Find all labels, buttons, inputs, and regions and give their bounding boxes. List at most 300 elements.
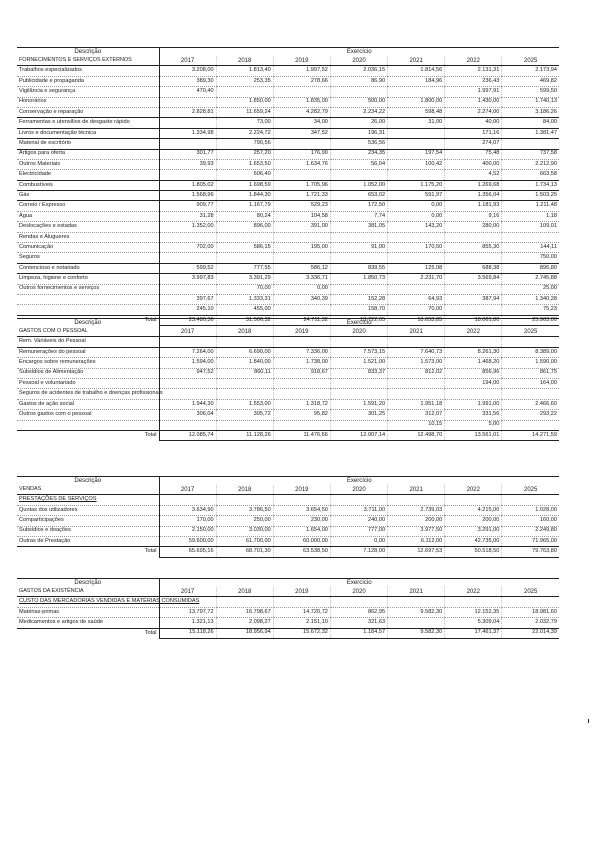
total-label: Total xyxy=(17,315,159,325)
value-cell: 125,08 xyxy=(388,263,445,273)
year-header: 2020 xyxy=(330,587,387,597)
value-cell xyxy=(330,87,387,97)
row-label: Água xyxy=(17,211,159,221)
value-cell: 73,00 xyxy=(216,118,273,128)
value-cell: 1.951,18 xyxy=(388,399,445,409)
table-row xyxy=(17,505,559,515)
row-label: Gastos de ação social xyxy=(17,399,159,409)
table-row xyxy=(17,368,559,378)
value-cell: 26,00 xyxy=(330,118,387,128)
value-cell xyxy=(159,378,216,388)
description-header: Descrição xyxy=(17,579,159,588)
row-label: CUSTO DAS MERCADORIAS VENDIDAS E MATÉRIAS CONSUMIDAS xyxy=(17,597,159,607)
value-cell: 455,00 xyxy=(216,305,273,315)
total-row xyxy=(17,547,559,557)
value-cell: 5.309,04 xyxy=(445,618,502,628)
value-cell: 2.224,72 xyxy=(216,128,273,138)
value-cell xyxy=(502,420,559,430)
table-row xyxy=(17,201,559,211)
value-cell: 158,70 xyxy=(330,305,387,315)
value-cell: 2.234,22 xyxy=(330,107,387,117)
value-cell: 8.261,30 xyxy=(445,347,502,357)
total-value: 14.271,59 xyxy=(502,430,559,440)
value-cell: 1.568,96 xyxy=(159,191,216,201)
value-cell xyxy=(273,305,330,315)
value-cell: 2.828,81 xyxy=(159,107,216,117)
table-row xyxy=(17,294,559,304)
year-header: 2025 xyxy=(502,485,559,495)
value-cell: 586,15 xyxy=(216,243,273,253)
value-cell xyxy=(216,495,273,505)
value-cell xyxy=(159,118,216,128)
value-cell: 1.591,20 xyxy=(330,399,387,409)
value-cell: 777,00 xyxy=(330,526,387,536)
row-label: Rendas e Alugueres xyxy=(17,232,159,242)
value-cell: 3.291,00 xyxy=(445,526,502,536)
value-cell: 184,96 xyxy=(388,76,445,86)
value-cell: 306,04 xyxy=(159,410,216,420)
value-cell: 0,00 xyxy=(388,211,445,221)
value-cell xyxy=(445,284,502,294)
value-cell: 855,30 xyxy=(445,243,502,253)
value-cell: 31,00 xyxy=(388,118,445,128)
value-cell: 331,56 xyxy=(445,410,502,420)
value-cell: 586,12 xyxy=(273,263,330,273)
value-cell: 1.333,31 xyxy=(216,294,273,304)
total-value: 11.128,26 xyxy=(216,430,273,440)
value-cell: 1.698,59 xyxy=(216,180,273,190)
value-cell: 60.000,00 xyxy=(273,536,330,546)
year-header: 2017 xyxy=(159,587,216,597)
exercise-header: Exercício xyxy=(159,579,559,588)
table-row xyxy=(17,159,559,169)
value-cell: 598,48 xyxy=(388,107,445,117)
value-cell: 777,55 xyxy=(216,263,273,273)
value-cell: 234,35 xyxy=(330,149,387,159)
total-value: 12.007,14 xyxy=(330,430,387,440)
value-cell: 10,15 xyxy=(388,420,445,430)
row-label: Outras de Prestação xyxy=(17,536,159,546)
table-row xyxy=(17,253,559,263)
value-cell xyxy=(273,337,330,347)
value-cell: 860,11 xyxy=(216,368,273,378)
value-cell: 194,00 xyxy=(445,378,502,388)
value-cell: 1.634,76 xyxy=(273,159,330,169)
total-value: 63.538,50 xyxy=(273,547,330,557)
value-cell: 1.840,00 xyxy=(216,358,273,368)
table-row xyxy=(17,420,559,430)
row-label: Pessoal e voluntariado xyxy=(17,378,159,388)
value-cell: 389,30 xyxy=(159,76,216,86)
value-cell: 3.336,71 xyxy=(273,274,330,284)
value-cell: 1.181,93 xyxy=(445,201,502,211)
row-label: Contencioso e notariado xyxy=(17,263,159,273)
table-row xyxy=(17,358,559,368)
value-cell: 839,55 xyxy=(330,263,387,273)
row-label: Combustíveis xyxy=(17,180,159,190)
value-cell: 812,02 xyxy=(388,368,445,378)
value-cell: 3.786,50 xyxy=(216,505,273,515)
row-label: Material de escritório xyxy=(17,139,159,149)
total-value: 12.498,70 xyxy=(388,430,445,440)
value-cell: 250,00 xyxy=(216,516,273,526)
value-cell: 663,58 xyxy=(502,170,559,180)
value-cell: 18.981,60 xyxy=(502,607,559,617)
value-cell: 2.231,70 xyxy=(388,274,445,284)
value-cell: 340,39 xyxy=(273,294,330,304)
value-cell xyxy=(445,597,502,607)
value-cell: 1.813,40 xyxy=(216,66,273,76)
total-value: 13.722,05 xyxy=(330,315,387,325)
total-value: 24.711,32 xyxy=(273,315,330,325)
row-label: Trabalhos especializados xyxy=(17,66,159,76)
year-header: 2021 xyxy=(388,327,445,337)
value-cell: 1.944,30 xyxy=(159,399,216,409)
value-cell: 1.167,79 xyxy=(216,201,273,211)
row-label: Quotas dos utilizadores xyxy=(17,505,159,515)
table-row xyxy=(17,263,559,273)
table-row xyxy=(17,597,559,607)
table-row xyxy=(17,76,559,86)
total-value: 10.653,85 xyxy=(388,315,445,325)
table-row xyxy=(17,87,559,97)
value-cell xyxy=(159,139,216,149)
value-cell xyxy=(388,170,445,180)
table-row xyxy=(17,149,559,159)
value-cell xyxy=(445,495,502,505)
value-cell: 1.844,30 xyxy=(216,191,273,201)
exercise-header: Exercício xyxy=(159,477,559,486)
row-label: Conservação e reparação xyxy=(17,107,159,117)
year-header: 2021 xyxy=(388,56,445,66)
row-label: Correio / Expresso xyxy=(17,201,159,211)
value-cell: 397,67 xyxy=(159,294,216,304)
value-cell: 245,10 xyxy=(159,305,216,315)
value-cell: 293,22 xyxy=(502,410,559,420)
table-row xyxy=(17,516,559,526)
table-row xyxy=(17,495,559,505)
value-cell: 280,00 xyxy=(445,222,502,232)
year-header: 2018 xyxy=(216,56,273,66)
value-cell: 25,00 xyxy=(502,284,559,294)
value-cell: 1.740,13 xyxy=(502,97,559,107)
category-label: GASTOS COM O PESSOAL xyxy=(17,327,159,337)
value-cell: 1.590,00 xyxy=(502,358,559,368)
value-cell xyxy=(216,337,273,347)
total-row xyxy=(17,430,559,440)
value-cell xyxy=(273,597,330,607)
value-cell: 3.634,90 xyxy=(159,505,216,515)
value-cell xyxy=(273,170,330,180)
value-cell: 1.835,00 xyxy=(273,97,330,107)
total-value: 22.014,39 xyxy=(502,628,559,638)
value-cell: 909,77 xyxy=(159,201,216,211)
value-cell: 200,00 xyxy=(445,516,502,526)
table-row xyxy=(17,337,559,347)
description-header: Descrição xyxy=(17,477,159,486)
data-table xyxy=(17,47,559,326)
value-cell xyxy=(159,284,216,294)
value-cell xyxy=(445,232,502,242)
value-cell xyxy=(388,618,445,628)
value-cell: 1.814,56 xyxy=(388,66,445,76)
value-cell: 170,50 xyxy=(388,243,445,253)
value-cell: 536,56 xyxy=(330,139,387,149)
value-cell: 0,00 xyxy=(330,536,387,546)
year-header: 2022 xyxy=(445,485,502,495)
year-header: 2017 xyxy=(159,485,216,495)
row-label: PRESTAÇÕES DE SERVIÇOS xyxy=(17,495,159,505)
total-value: 68.701,30 xyxy=(216,547,273,557)
value-cell: 1.052,00 xyxy=(330,180,387,190)
value-cell: 833,37 xyxy=(330,368,387,378)
value-cell: 144,11 xyxy=(502,243,559,253)
value-cell xyxy=(159,420,216,430)
row-label: Subsídios de Alimentação xyxy=(17,368,159,378)
year-header: 2025 xyxy=(502,56,559,66)
year-header: 2022 xyxy=(445,587,502,597)
value-cell: 39,93 xyxy=(159,159,216,169)
value-cell: 301,25 xyxy=(330,410,387,420)
value-cell: 170,00 xyxy=(159,516,216,526)
value-cell: 1.734,13 xyxy=(502,180,559,190)
row-label: Seguros de acidentes de trabalho e doenças profissionais xyxy=(17,389,159,399)
value-cell: 4,52 xyxy=(445,170,502,180)
value-cell: 861,75 xyxy=(502,368,559,378)
year-header: 2019 xyxy=(273,56,330,66)
value-cell: 896,00 xyxy=(216,222,273,232)
value-cell: 0,00 xyxy=(388,201,445,211)
value-cell xyxy=(330,170,387,180)
value-cell: 9.582,30 xyxy=(388,607,445,617)
row-label: Gás xyxy=(17,191,159,201)
value-cell: 56,04 xyxy=(330,159,387,169)
value-cell: 2.274,00 xyxy=(445,107,502,117)
value-cell: 2.249,80 xyxy=(502,526,559,536)
table-row xyxy=(17,284,559,294)
value-cell xyxy=(216,253,273,263)
table-row xyxy=(17,399,559,409)
value-cell: 387,94 xyxy=(445,294,502,304)
year-header: 2019 xyxy=(273,485,330,495)
value-cell: 16.798,67 xyxy=(216,607,273,617)
value-cell xyxy=(502,495,559,505)
value-cell xyxy=(159,389,216,399)
total-value: 17.461,37 xyxy=(445,628,502,638)
value-cell xyxy=(273,87,330,97)
year-header: 2022 xyxy=(445,327,502,337)
row-label: Electricidade xyxy=(17,170,159,180)
value-cell: 80,24 xyxy=(216,211,273,221)
year-header: 2025 xyxy=(502,327,559,337)
row-label: Encargos sobre remunerações xyxy=(17,358,159,368)
value-cell: 1.653,50 xyxy=(216,159,273,169)
table-row xyxy=(17,347,559,357)
row-label: Ferramentas e utensílios de desgaste rápido xyxy=(17,118,159,128)
row-label: Matérias-primas xyxy=(17,607,159,617)
row-label: Publicidade e propaganda xyxy=(17,76,159,86)
value-cell: 1.175,20 xyxy=(388,180,445,190)
value-cell: 34,00 xyxy=(273,118,330,128)
total-value: 65.695,16 xyxy=(159,547,216,557)
value-cell: 4.215,00 xyxy=(445,505,502,515)
value-cell: 42.735,00 xyxy=(445,536,502,546)
row-label: Outros fornecimentos e serviços xyxy=(17,284,159,294)
value-cell: 312,07 xyxy=(388,410,445,420)
data-table xyxy=(17,318,559,441)
row-label: Artigos para oferta xyxy=(17,149,159,159)
value-cell xyxy=(388,139,445,149)
value-cell: 100,42 xyxy=(388,159,445,169)
value-cell: 1.800,00 xyxy=(388,97,445,107)
value-cell: 1.381,47 xyxy=(502,128,559,138)
value-cell: 278,66 xyxy=(273,76,330,86)
total-value: 11.476,66 xyxy=(273,430,330,440)
total-value: 18.956,94 xyxy=(216,628,273,638)
year-header: 2021 xyxy=(388,485,445,495)
value-cell: 152,28 xyxy=(330,294,387,304)
value-cell: 856,96 xyxy=(445,368,502,378)
row-label: Honorários xyxy=(17,97,159,107)
table-row xyxy=(17,97,559,107)
value-cell: 1.991,00 xyxy=(445,399,502,409)
value-cell xyxy=(159,337,216,347)
value-cell: 160,00 xyxy=(502,516,559,526)
row-label xyxy=(17,294,159,304)
value-cell xyxy=(273,420,330,430)
value-cell: 104,58 xyxy=(273,211,330,221)
category-label: VENDAS xyxy=(17,485,159,495)
value-cell xyxy=(445,253,502,263)
row-label: Vigilância e segurança xyxy=(17,87,159,97)
value-cell: 1.028,00 xyxy=(502,505,559,515)
value-cell: 13.797,72 xyxy=(159,607,216,617)
value-cell: 1.521,00 xyxy=(330,358,387,368)
table-row xyxy=(17,389,559,399)
value-cell: 3.030,00 xyxy=(216,526,273,536)
row-label: Comparticipações xyxy=(17,516,159,526)
year-header: 2020 xyxy=(330,327,387,337)
value-cell: 1.573,00 xyxy=(388,358,445,368)
value-cell: 750,00 xyxy=(502,253,559,263)
value-cell: 172,50 xyxy=(330,201,387,211)
value-cell: 61.700,00 xyxy=(216,536,273,546)
value-cell: 143,20 xyxy=(388,222,445,232)
total-value: 9.582,30 xyxy=(388,628,445,638)
year-header: 2018 xyxy=(216,587,273,597)
row-label: Limpeza, higiene e conforto xyxy=(17,274,159,284)
value-cell: 70,00 xyxy=(216,284,273,294)
value-cell: 790,56 xyxy=(216,139,273,149)
table-row xyxy=(17,243,559,253)
value-cell xyxy=(388,597,445,607)
value-cell: 500,00 xyxy=(330,97,387,107)
value-cell xyxy=(216,378,273,388)
value-cell: 31,28 xyxy=(159,211,216,221)
value-cell: 59.600,00 xyxy=(159,536,216,546)
value-cell: 6.690,00 xyxy=(216,347,273,357)
value-cell xyxy=(330,378,387,388)
year-header: 2020 xyxy=(330,56,387,66)
value-cell: 274,07 xyxy=(445,139,502,149)
value-cell xyxy=(388,232,445,242)
year-header: 2021 xyxy=(388,587,445,597)
total-value: 25.963,00 xyxy=(502,315,559,325)
value-cell: 253,35 xyxy=(216,76,273,86)
table-row xyxy=(17,232,559,242)
value-cell: 240,00 xyxy=(330,516,387,526)
data-table xyxy=(17,476,559,558)
value-cell: 12.152,35 xyxy=(445,607,502,617)
value-cell xyxy=(273,139,330,149)
value-cell xyxy=(388,337,445,347)
table-row xyxy=(17,180,559,190)
value-cell: 400,00 xyxy=(445,159,502,169)
value-cell: 391,00 xyxy=(273,222,330,232)
value-cell: 599,50 xyxy=(502,87,559,97)
value-cell: 381,05 xyxy=(330,222,387,232)
value-cell: 1.468,20 xyxy=(445,358,502,368)
year-header: 2017 xyxy=(159,327,216,337)
value-cell: 3.654,50 xyxy=(273,505,330,515)
table-row xyxy=(17,211,559,221)
value-cell xyxy=(330,597,387,607)
year-header: 2019 xyxy=(273,587,330,597)
table-row xyxy=(17,607,559,617)
value-cell xyxy=(388,389,445,399)
description-header: Descrição xyxy=(17,48,159,57)
total-value: 18.061,80 xyxy=(445,315,502,325)
value-cell: 1.738,00 xyxy=(273,358,330,368)
value-cell xyxy=(388,253,445,263)
value-cell: 2.151,10 xyxy=(273,618,330,628)
total-value: 15.118,26 xyxy=(159,628,216,638)
value-cell: 1.503,25 xyxy=(502,191,559,201)
value-cell xyxy=(330,420,387,430)
row-label: Livros e documentação técnica xyxy=(17,128,159,138)
value-cell: 1.340,28 xyxy=(502,294,559,304)
value-cell: 2.150,00 xyxy=(159,526,216,536)
value-cell: 2.739,03 xyxy=(388,505,445,515)
row-label: Seguros xyxy=(17,253,159,263)
value-cell xyxy=(388,87,445,97)
value-cell: 7.264,00 xyxy=(159,347,216,357)
value-cell: 2.745,88 xyxy=(502,274,559,284)
table-row xyxy=(17,378,559,388)
total-value: 15.672,32 xyxy=(273,628,330,638)
value-cell xyxy=(216,420,273,430)
row-label xyxy=(17,305,159,315)
year-header: 2019 xyxy=(273,327,330,337)
total-value: 1.184,57 xyxy=(330,628,387,638)
value-cell: 947,52 xyxy=(159,368,216,378)
value-cell: 176,90 xyxy=(273,149,330,159)
total-value: 12.697,53 xyxy=(388,547,445,557)
row-label xyxy=(17,420,159,430)
value-cell: 109,01 xyxy=(502,222,559,232)
table-row xyxy=(17,536,559,546)
total-value: 50.518,50 xyxy=(445,547,502,557)
value-cell: 3.186,26 xyxy=(502,107,559,117)
value-cell: 3.711,00 xyxy=(330,505,387,515)
value-cell: 1.594,00 xyxy=(159,358,216,368)
value-cell: 1.318,72 xyxy=(273,399,330,409)
value-cell: 2.212,90 xyxy=(502,159,559,169)
value-cell: 1,18 xyxy=(502,211,559,221)
value-cell xyxy=(216,87,273,97)
value-cell: 3.391,29 xyxy=(216,274,273,284)
value-cell xyxy=(445,337,502,347)
